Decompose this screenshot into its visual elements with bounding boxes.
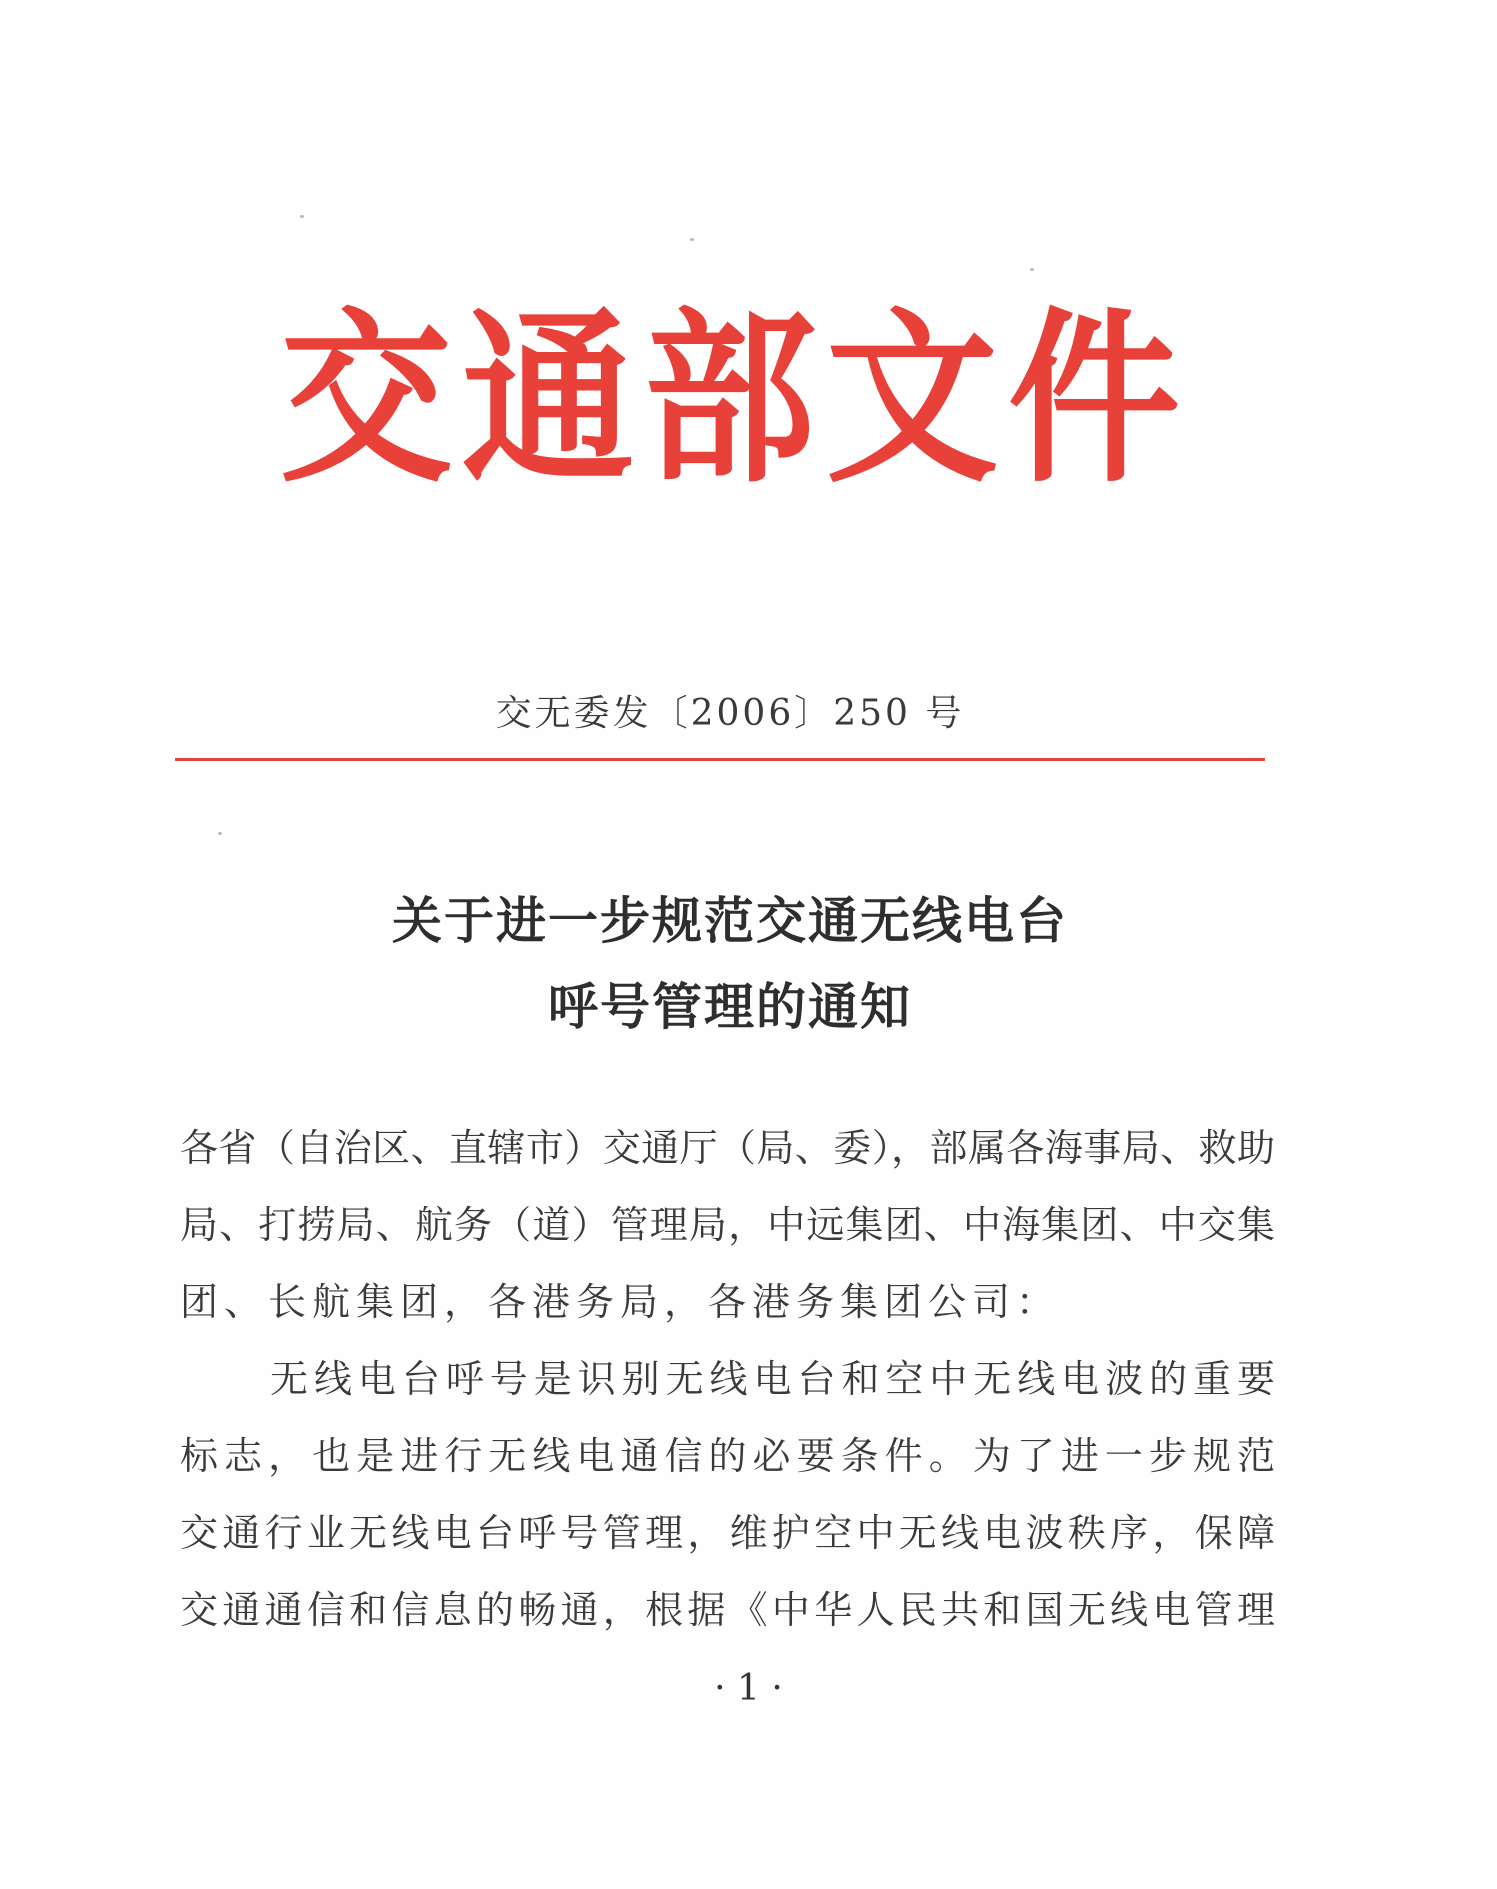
body-line: 交通行业无线电台呼号管理，维护空中无线电波秩序，保障 [180,1511,1275,1555]
document-number: 交无委发〔2006〕250 号 [495,693,965,734]
masthead-char: 件 [1008,290,1180,508]
body-line: 无线电台呼号是识别无线电台和空中无线电波的重要 [270,1357,1275,1401]
masthead-char: 通 [462,290,634,508]
body-line: 局、打捞局、航务（道）管理局，中远集团、中海集团、中交集 [180,1203,1275,1247]
red-divider [175,758,1265,761]
title-line: 呼号管理的通知 [548,977,912,1036]
body-text [180,1110,1275,1649]
body-line: 各省（自治区、直辖市）交通厅（局、委），部属各海事局、救助 [180,1126,1275,1170]
body-line: 交通通信和信息的畅通，根据《中华人民共和国无线电管理 [180,1588,1275,1632]
title-line: 关于进一步规范交通无线电台 [392,891,1068,950]
scan-speck [218,832,222,835]
scan-speck [300,215,304,218]
masthead-char: 交 [280,290,452,508]
masthead-char: 部 [644,290,816,508]
page-number: · 1 · [714,1668,783,1709]
document-title [180,878,1280,1050]
scan-speck [1030,268,1034,271]
body-line: 团、长航集团，各港务局，各港务集团公司： [180,1280,1061,1324]
masthead-char: 文 [826,290,998,508]
body-line: 标志，也是进行无线电通信的必要条件。为了进一步规范 [180,1434,1275,1478]
scan-speck [690,238,694,241]
masthead [280,290,1180,508]
